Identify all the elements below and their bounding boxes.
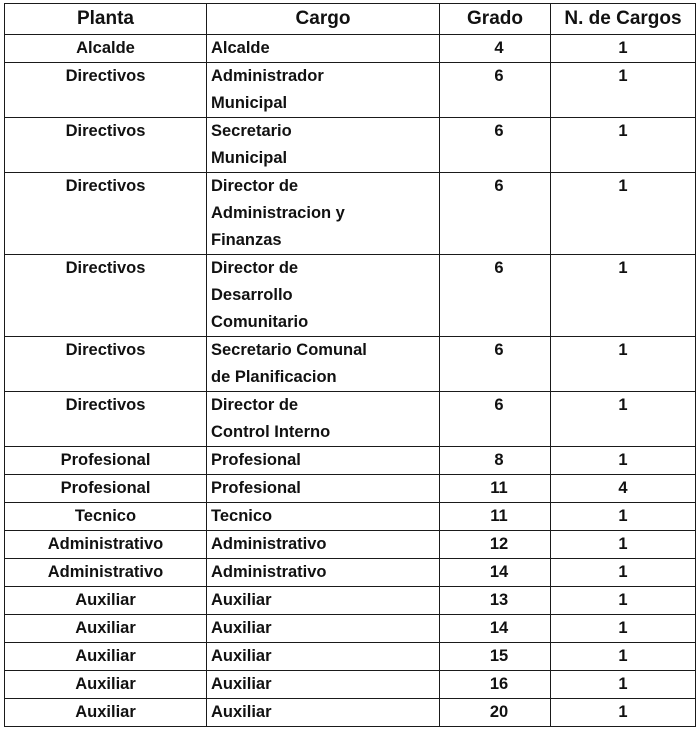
cell-n-cargos: 1 [551,671,696,699]
table-row [5,671,696,699]
cell-planta: Profesional [5,447,207,475]
table-row [5,503,696,531]
cargo-line: Administrador [211,67,324,85]
table-row [5,643,696,671]
cell-planta: Auxiliar [5,587,207,615]
table-row [5,615,696,643]
table-row [5,255,696,337]
table-header-row [5,4,696,35]
cell-planta: Auxiliar [5,615,207,643]
table-row [5,699,696,727]
cell-planta: Profesional [5,475,207,503]
cell-n-cargos: 1 [551,173,696,255]
cell-cargo [207,255,440,337]
cell-n-cargos: 1 [551,643,696,671]
cell-cargo [207,475,440,503]
cell-grado: 14 [440,615,551,643]
cargo-line: Auxiliar [211,675,272,693]
staff-positions-table [4,3,696,727]
cargo-line: Director de [211,396,299,414]
cargo-line: Control Interno [211,423,331,441]
cell-grado: 6 [440,392,551,447]
table-row [5,531,696,559]
table-body [5,35,696,727]
table-row [5,173,696,255]
cell-grado: 8 [440,447,551,475]
cell-planta: Directivos [5,337,207,392]
cargo-line: Administracion y [211,204,345,222]
header-cargo: Cargo [207,4,440,35]
cell-cargo [207,531,440,559]
cargo-line: Desarrollo [211,286,293,304]
cell-cargo [207,643,440,671]
cell-n-cargos: 1 [551,503,696,531]
cell-cargo [207,118,440,173]
cell-grado: 20 [440,699,551,727]
cell-grado: 6 [440,173,551,255]
cell-planta: Directivos [5,63,207,118]
cargo-line: Municipal [211,94,288,112]
table-row [5,118,696,173]
table-row [5,35,696,63]
table-row [5,475,696,503]
cell-cargo [207,615,440,643]
cargo-line: Tecnico [211,507,273,525]
cell-grado: 13 [440,587,551,615]
cell-grado: 11 [440,475,551,503]
cargo-line: de Planificacion [211,368,337,386]
cell-planta: Directivos [5,255,207,337]
cell-grado: 15 [440,643,551,671]
header-planta: Planta [5,4,207,35]
cell-n-cargos: 1 [551,118,696,173]
cargo-line: Administrativo [211,535,327,553]
cell-planta: Directivos [5,392,207,447]
cell-grado: 6 [440,63,551,118]
cell-n-cargos: 1 [551,255,696,337]
cargo-line: Municipal [211,149,288,167]
cargo-line: Administrativo [211,563,327,581]
cargo-line: Secretario Comunal [211,341,367,359]
cargo-line: Secretario [211,122,292,140]
cell-n-cargos: 1 [551,447,696,475]
cell-n-cargos: 1 [551,337,696,392]
cell-cargo [207,337,440,392]
cell-n-cargos: 1 [551,63,696,118]
header-grado: Grado [440,4,551,35]
cell-grado: 16 [440,671,551,699]
cell-n-cargos: 1 [551,531,696,559]
cargo-line: Profesional [211,479,301,497]
cell-planta: Administrativo [5,531,207,559]
cargo-line: Comunitario [211,313,309,331]
cargo-line: Director de [211,177,299,195]
cell-cargo [207,63,440,118]
cell-cargo [207,559,440,587]
table-row [5,337,696,392]
cell-planta: Auxiliar [5,671,207,699]
cell-cargo [207,587,440,615]
cell-planta: Auxiliar [5,699,207,727]
cargo-line: Auxiliar [211,619,272,637]
cargo-line: Alcalde [211,39,270,57]
cell-n-cargos: 1 [551,35,696,63]
cargo-line: Profesional [211,451,301,469]
cell-planta: Tecnico [5,503,207,531]
cell-n-cargos: 1 [551,615,696,643]
table-row [5,559,696,587]
cell-cargo [207,447,440,475]
cell-n-cargos: 1 [551,699,696,727]
cell-grado: 6 [440,337,551,392]
cell-planta: Administrativo [5,559,207,587]
cell-grado: 11 [440,503,551,531]
cell-grado: 6 [440,118,551,173]
cell-planta: Directivos [5,118,207,173]
cell-planta: Directivos [5,173,207,255]
cell-planta: Auxiliar [5,643,207,671]
table-row [5,587,696,615]
cell-n-cargos: 1 [551,587,696,615]
cell-planta: Alcalde [5,35,207,63]
cell-n-cargos: 1 [551,559,696,587]
table-row [5,392,696,447]
cargo-line: Auxiliar [211,647,272,665]
cell-cargo [207,671,440,699]
header-n-cargos: N. de Cargos [551,4,696,35]
cell-cargo [207,392,440,447]
cell-cargo [207,173,440,255]
cell-grado: 12 [440,531,551,559]
cell-grado: 6 [440,255,551,337]
cell-cargo [207,503,440,531]
table-row [5,447,696,475]
cargo-line: Finanzas [211,231,282,249]
cell-grado: 4 [440,35,551,63]
cell-n-cargos: 1 [551,392,696,447]
cell-n-cargos: 4 [551,475,696,503]
cargo-line: Director de [211,259,299,277]
cargo-line: Auxiliar [211,703,272,721]
cell-cargo [207,699,440,727]
cell-cargo [207,35,440,63]
cargo-line: Auxiliar [211,591,272,609]
cell-grado: 14 [440,559,551,587]
table-row [5,63,696,118]
